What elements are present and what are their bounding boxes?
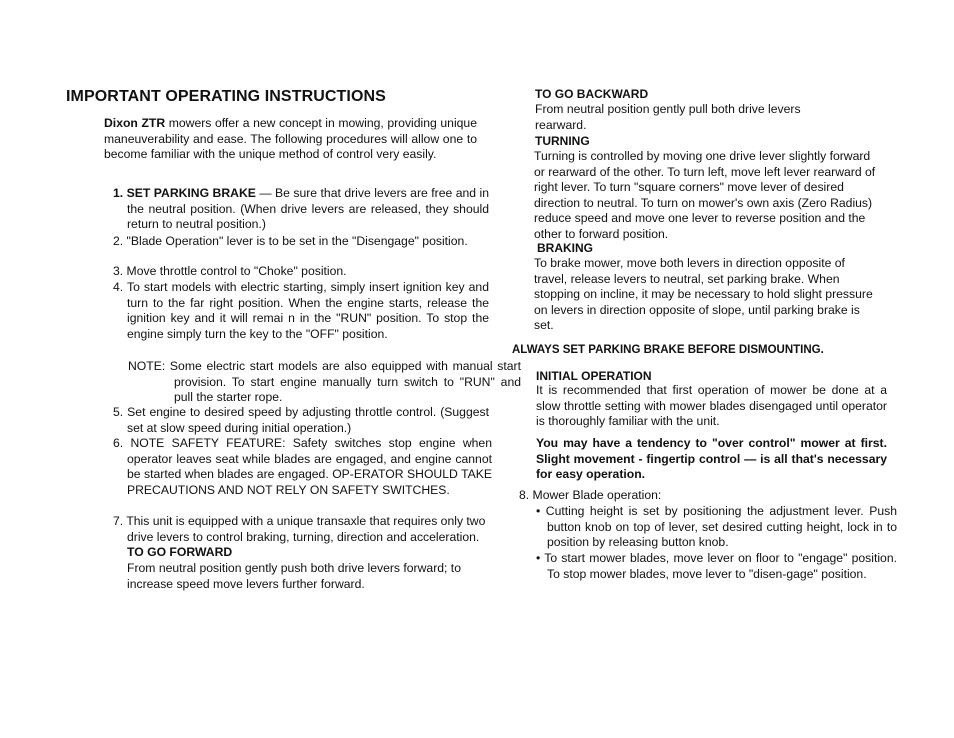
- step-2: 2. "Blade Operation" lever is to be set in the "Disengage" position.: [113, 234, 468, 248]
- blade-bullet-1: • Cutting height is set by positioning the adjustment lever. Push button knob on top of lever, set desired cutting height, lock in to position by releasing button knob.: [536, 504, 897, 549]
- note-text: Some electric start models are also equipped with manual start provision. To start engine manually turn switch to "RUN" and pull the starter rope.: [165, 359, 521, 404]
- braking-heading: BRAKING: [537, 241, 593, 255]
- initial-operation-text: It is recommended that first operation of mower be done at a slow throttle setting with mower blades disengaged until operator is thoroughly familiar with the unit.: [536, 383, 887, 428]
- step-4: 4. To start models with electric starting, simply insert ignition key and turn to the far right position. When the engine starts, release the ignition key and it will remai n in the "RUN" position. To stop the engine simply turn the key to the "OFF" position.: [113, 280, 489, 341]
- backward-heading: TO GO BACKWARD: [535, 87, 649, 101]
- note-label: NOTE:: [128, 359, 166, 373]
- step-5: 5. Set engine to desired speed by adjusting throttle control. (Suggest set at slow speed during initial operation.): [113, 405, 489, 435]
- brand-name: Dixon ZTR: [104, 116, 166, 130]
- step-1-label: 1. SET PARKING BRAKE: [113, 186, 256, 200]
- intro-text: mowers offer a new concept in mowing, providing unique maneuverability and ease. The following procedures will allow one to become familiar with the unique method of control very easily.: [104, 116, 477, 161]
- note-block: [128, 359, 521, 406]
- turning-heading: TURNING: [535, 134, 590, 148]
- braking-text: To brake mower, move both levers in direction opposite of travel, release levers to neutral, set parking brake. When stopping on incline, it may be necessary to hold slight pressure on levers in direction opposite of slope, until parking brake is set.: [534, 256, 873, 332]
- over-control-warning: You may have a tendency to "over control" mower at first. Slight movement - fingertip control — is all that's necessary for easy operation.: [536, 436, 887, 481]
- step-1: [113, 186, 489, 233]
- turning-text: Turning is controlled by moving one drive lever slightly forward or rearward of the other. To turn left, move left lever rearward of right lever. To turn "square corners" move lever of desired direction to neutral. To turn on mower's own axis (Zero Radius) reduce speed and move one lever to reverse position and the other to forward position.: [534, 149, 876, 241]
- step-7-text: 7. This unit is equipped with a unique transaxle that requires only two drive levers to control braking, turning, direction and acceleration.: [113, 514, 486, 544]
- step-7: [113, 514, 489, 561]
- always-warning: ALWAYS SET PARKING BRAKE BEFORE DISMOUNTING.: [512, 344, 824, 356]
- step-8: 8. Mower Blade operation:: [519, 488, 662, 502]
- intro-paragraph: [104, 116, 477, 163]
- backward-text: From neutral position gently pull both drive levers rearward.: [535, 102, 801, 132]
- blade-bullet-2: • To start mower blades, move lever on floor to "engage" position. To stop mower blades, move lever to "disen-gage" position.: [536, 551, 897, 581]
- page-title: IMPORTANT OPERATING INSTRUCTIONS: [66, 88, 386, 105]
- step-6: 6. NOTE SAFETY FEATURE: Safety switches stop engine when operator leaves seat while blades are engaged, and engine cannot be started when blades are engaged. OP-ERATOR SHOULD TAKE PRECAUTIONS AND NOT RELY ON SAFETY SWITCHES.: [113, 436, 492, 497]
- forward-text: From neutral position gently push both drive levers forward; to increase speed move levers further forward.: [127, 561, 461, 591]
- step-3: 3. Move throttle control to "Choke" position.: [113, 264, 347, 278]
- forward-heading: TO GO FORWARD: [127, 545, 233, 559]
- step-1-text: — Be sure that drive levers are free and in the neutral position. (When drive levers are released, they should return to neutral position.): [127, 186, 490, 231]
- initial-operation-heading: INITIAL OPERATION: [536, 369, 652, 383]
